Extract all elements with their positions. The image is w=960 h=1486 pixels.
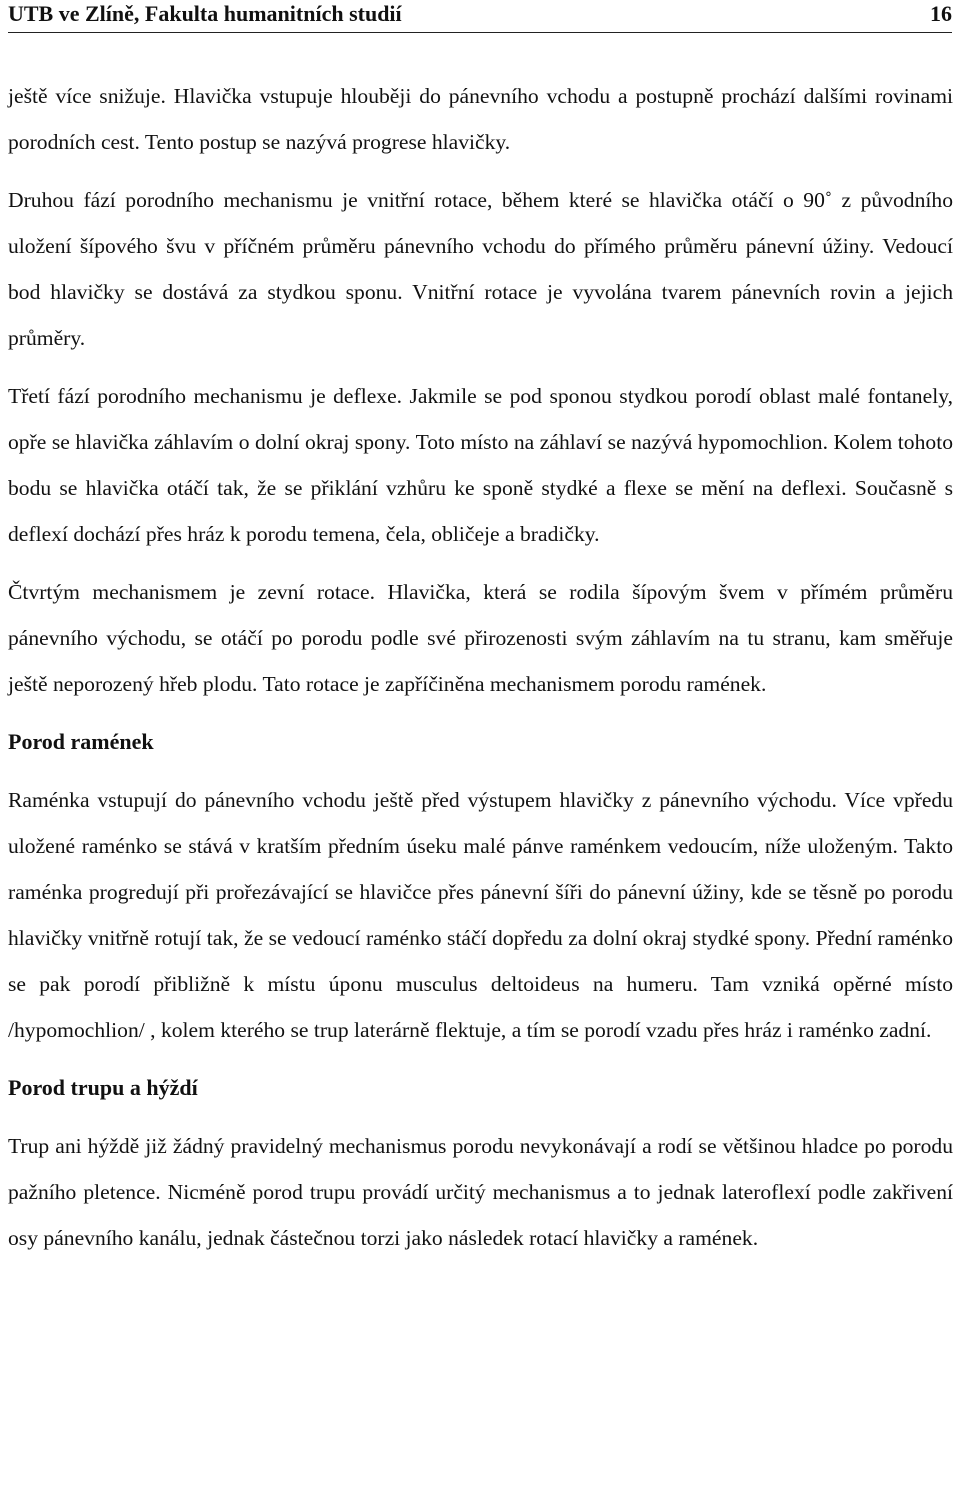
paragraph-deflexion: Třetí fází porodního mechanismu je deflexe. Jakmile se pod sponou stydkou porodí oblast malé fontanely, opře se hlavička záhlavím o dolní okraj spony. Toto místo na záhlaví se nazývá hypomochlion. Kolem tohoto bodu se hlavička otáčí tak, že se přiklání vzhůru ke sponě stydké a flexe se mění na deflexi. Současně s deflexí dochází přes hráz k porodu temena, čela, obličeje a bradičky. bbox=[8, 384, 953, 546]
paragraph-external-rotation: Čtvrtým mechanismem je zevní rotace. Hlavička, která se rodila šípovým švem v přímém průměru pánevního východu, se otáčí po porodu podle své přirozenosti svým záhlavím na tu stranu, kam směřuje ještě neporozený hřeb plodu. Tato rotace je zapříčiněna mechanismem porodu ramének. bbox=[8, 580, 953, 696]
paragraph-shoulders: Raménka vstupují do pánevního vchodu ještě před výstupem hlavičky z pánevního východu. Více vpředu uložené raménko se stává v kratším předním úseku malé pánve raménkem vedoucím, níže uloženým. Takto raménka progredují při prořezávající se hlavičce přes pánevní šíři do pánevní úžiny, kde se těsně po porodu hlavičky vnitřně rotují tak, že se vedoucí raménko stáčí dopředu za dolní okraj stydké spony. Přední raménko se pak porodí přibližně k místu úponu musculus deltoideus na humeru. Tam vzniká opěrné místo /hypomochlion/ , kolem kterého se trup laterárně flektuje, a tím se porodí vzadu přes hráz i raménko zadní. bbox=[8, 788, 953, 1042]
section-heading-shoulders: Porod ramének bbox=[8, 729, 154, 754]
body-text bbox=[8, 73, 953, 1261]
running-header bbox=[8, 0, 952, 33]
page-number: 16 bbox=[930, 1, 952, 26]
paragraph-internal-rotation: Druhou fází porodního mechanismu je vnitřní rotace, během které se hlavička otáčí o 90˚ z původního uložení šípového švu v příčném průměru pánevního vchodu do přímého průměru pánevní úžiny. Vedoucí bod hlavičky se dostává za stydkou sponu. Vnitřní rotace je vyvolána tvarem pánevních rovin a jejich průměry. bbox=[8, 188, 953, 350]
paragraph-progression: ještě více snižuje. Hlavička vstupuje hlouběji do pánevního vchodu a postupně prochází dalšími rovinami porodních cest. Tento postup se nazývá progrese hlavičky. bbox=[8, 84, 953, 154]
section-heading-trunk: Porod trupu a hýždí bbox=[8, 1075, 198, 1100]
header-title: UTB ve Zlíně, Fakulta humanitních studií bbox=[8, 1, 402, 26]
paragraph-trunk: Trup ani hýždě již žádný pravidelný mechanismus porodu nevykonávají a rodí se většinou hladce po porodu pažního pletence. Nicméně porod trupu provádí určitý mechanismus a to jednak lateroflexí podle zakřivení osy pánevního kanálu, jednak částečnou torzi jako následek rotací hlavičky a ramének. bbox=[8, 1134, 953, 1250]
